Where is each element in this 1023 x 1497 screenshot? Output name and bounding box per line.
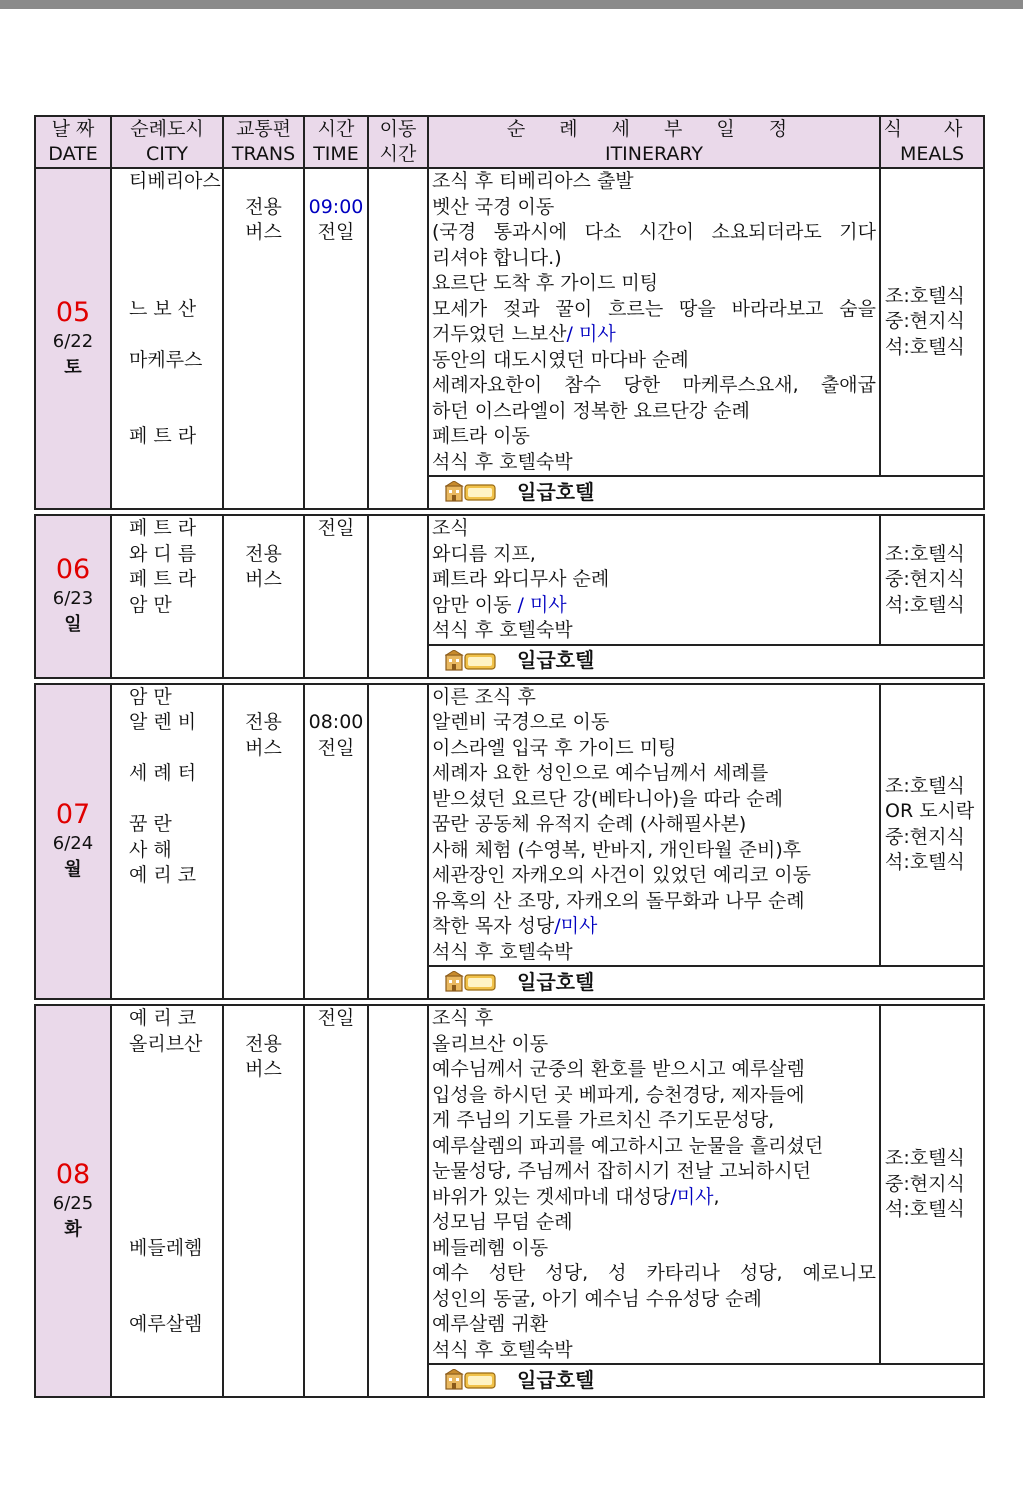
itinerary-text: 와디름 지프, (432, 542, 536, 565)
itinerary-text: 게 주님의 기도를 가르치신 주기도문성당, (432, 1109, 775, 1131)
transport-text: 버스 (245, 1058, 282, 1080)
itinerary-text: 조식 후 티베리아스 출발 (432, 170, 634, 192)
transport-text (224, 516, 303, 542)
transport-cell (223, 515, 304, 678)
hotel-name: 일급호텔 (517, 969, 595, 994)
meals-cell (880, 1005, 984, 1364)
itinerary-line (432, 736, 876, 762)
itinerary-sheet (34, 115, 983, 1398)
header-itinerary: 순 례 세 부 일 정 ITINERARY (428, 116, 880, 168)
itinerary-line (432, 593, 876, 619)
meal-text: 석:호텔식 (885, 593, 965, 616)
city-name (129, 1287, 222, 1313)
meal-text: 중:현지식 (885, 310, 965, 333)
time-cell (304, 515, 368, 678)
day-of-week: 토 (64, 356, 82, 378)
meal-text: 조:호텔식 (885, 284, 965, 307)
itinerary-line (432, 1032, 876, 1058)
header-time: 시간 TIME (304, 116, 368, 168)
date-cell (35, 684, 111, 1000)
hotel-icon (445, 650, 497, 672)
city-name: 와 디 름 (129, 542, 197, 565)
meal-text: 중:현지식 (885, 1172, 965, 1195)
itinerary-line (432, 812, 876, 838)
itinerary-text: 리셔야 합니다.) (432, 246, 562, 269)
day-number: 06 (55, 554, 91, 586)
header-row (35, 116, 984, 168)
itinerary-line (432, 1338, 876, 1364)
itinerary-line (432, 271, 876, 297)
meal-text: 조:호텔식 (885, 774, 965, 797)
day-number: 08 (55, 1159, 91, 1190)
city-name: 티베리아스 (129, 170, 221, 192)
itinerary-line (432, 618, 876, 644)
itinerary-line (432, 1159, 876, 1185)
header-trans: 교통편 TRANS (223, 116, 304, 168)
itinerary-line (432, 567, 876, 593)
itinerary-cell (428, 515, 880, 645)
city-name (129, 1185, 222, 1211)
itinerary-line (432, 914, 876, 940)
itinerary-text: 페트라 이동 (432, 425, 530, 447)
itinerary-text: 유혹의 산 조망, 자캐오의 돌무화과 나무 순례 (432, 889, 805, 912)
city-name: 베들레헴 (129, 1236, 203, 1259)
meals-cell (880, 168, 984, 476)
date-cell (35, 168, 111, 509)
itinerary-text: 요르단 도착 후 가이드 미팅 (432, 272, 659, 294)
city-name: 예 리 코 (129, 1007, 197, 1029)
itinerary-line (432, 761, 876, 787)
city-cell (111, 1005, 223, 1397)
itinerary-text: 세례자 요한 성인으로 예수님께서 세례를 (432, 762, 769, 784)
time-cell (304, 1005, 368, 1397)
city-name: 꿈 란 (129, 813, 172, 835)
itinerary-line (432, 297, 876, 323)
city-name (129, 787, 222, 813)
itinerary-text: 꿈란 공동체 유적지 순례 (사해필사본) (432, 813, 747, 835)
city-name (129, 246, 222, 272)
meal-text: 석:호텔식 (885, 335, 965, 358)
meals-cell (880, 515, 984, 645)
itinerary-text: 모세가 젖과 꿀이 흐르는 땅을 바라라보고 숨을 (432, 297, 876, 320)
itinerary-line (432, 450, 876, 476)
itinerary-cell (428, 1005, 880, 1364)
itinerary-line (432, 863, 876, 889)
day-row (35, 168, 984, 476)
meal-text: 조:호텔식 (885, 1147, 965, 1170)
itinerary-line (432, 889, 876, 915)
itinerary-text: 암만 이동 (432, 593, 518, 616)
transport-text: 전용 (245, 195, 282, 218)
city-cell (111, 515, 223, 678)
city-name: 페 트 라 (129, 425, 197, 447)
itinerary-line (432, 220, 876, 246)
itinerary-line (432, 787, 876, 813)
hotel-name: 일급호텔 (517, 1367, 595, 1392)
hotel-icon (445, 481, 497, 503)
transport-text: 버스 (245, 221, 282, 243)
itinerary-text: 석식 후 호텔숙박 (432, 1338, 573, 1361)
date-cell (35, 515, 111, 678)
itinerary-suffix: , (713, 1185, 720, 1208)
itinerary-line (432, 373, 876, 399)
hotel-icon (445, 1369, 497, 1391)
itinerary-text: 받으셨던 요르단 강(베타니아)을 따라 순례 (432, 787, 784, 810)
hotel-name: 일급호텔 (517, 648, 595, 673)
itinerary-cell (428, 684, 880, 967)
day-row (35, 684, 984, 967)
city-name: 예루살렘 (129, 1313, 203, 1335)
time-text: 전일 (317, 736, 355, 759)
itinerary-text: 동안의 대도시였던 마다바 순례 (432, 348, 689, 371)
city-name: 사 해 (129, 838, 172, 861)
transport-text: 전용 (245, 1032, 282, 1055)
time-text: 전일 (317, 221, 355, 243)
hotel-cell (428, 1364, 984, 1397)
day-row (35, 515, 984, 645)
city-name: 페 트 라 (129, 568, 197, 590)
city-name (129, 195, 222, 221)
transport-cell (223, 684, 304, 1000)
city-name: 페 트 라 (129, 517, 197, 539)
calendar-date: 6/24 (52, 833, 94, 855)
itinerary-text: 세관장인 자캐오의 사건이 있었던 예리코 이동 (432, 864, 811, 886)
city-name: 마케루스 (129, 348, 203, 371)
itinerary-text: 예수님께서 군중의 환호를 받으시고 예루살렘 (432, 1058, 805, 1080)
mass-label: /미사 (554, 915, 598, 937)
itinerary-text: 조식 후 (432, 1007, 494, 1029)
transport-cell (223, 1005, 304, 1397)
itinerary-text: 벳산 국경 이동 (432, 195, 555, 218)
city-name: 알 렌 비 (129, 711, 197, 733)
time-text: 09:00 (308, 195, 364, 218)
header-move: 이동 시간 (368, 116, 428, 168)
top-status-bar (0, 0, 1023, 9)
transport-text (224, 1006, 303, 1032)
itinerary-text: 입성을 하시던 곳 베파게, 승천경당, 제자들에 (432, 1083, 805, 1106)
header-city: 순례도시 CITY (111, 116, 223, 168)
time-text: 전일 (317, 517, 355, 539)
time-text (305, 169, 367, 195)
itinerary-line (432, 1083, 876, 1109)
city-name (129, 220, 222, 246)
hotel-cell (428, 476, 984, 509)
transport-text: 전용 (245, 542, 282, 565)
mass-label: / 미사 (566, 323, 616, 345)
itinerary-text: 조식 (432, 517, 469, 539)
itinerary-text: 성인의 동굴, 아기 예수님 수유성당 순례 (432, 1287, 762, 1310)
itinerary-line (432, 1210, 876, 1236)
city-name (129, 271, 222, 297)
meal-text: 중:현지식 (885, 825, 965, 848)
itinerary-line (432, 1185, 876, 1211)
city-name (129, 399, 222, 425)
transport-cell (223, 168, 304, 509)
itinerary-text: (국경 통과시에 다소 시간이 소요되더라도 기다 (432, 221, 876, 243)
itinerary-table (34, 115, 985, 1398)
itinerary-line (432, 516, 876, 542)
itinerary-line (432, 1261, 876, 1287)
itinerary-text: 페트라 와디무사 순례 (432, 568, 610, 590)
itinerary-text: 거두었던 느보산 (432, 323, 567, 345)
itinerary-text: 성모님 무덤 순례 (432, 1211, 573, 1233)
itinerary-text: 베들레헴 이동 (432, 1236, 549, 1259)
transport-text: 버스 (245, 736, 282, 759)
city-name (129, 1210, 222, 1236)
itinerary-line (432, 1057, 876, 1083)
itinerary-line (432, 542, 876, 568)
move-time-cell (368, 1005, 428, 1397)
itinerary-text: 알렌비 국경으로 이동 (432, 711, 610, 733)
city-name (129, 1108, 222, 1134)
itinerary-body (35, 168, 984, 1397)
day-number: 05 (55, 296, 91, 328)
itinerary-line (432, 1006, 876, 1032)
city-name (129, 1261, 222, 1287)
city-name (129, 1057, 222, 1083)
itinerary-cell (428, 168, 880, 476)
calendar-date: 6/25 (52, 1193, 94, 1214)
itinerary-line (432, 838, 876, 864)
itinerary-text: 석식 후 호텔숙박 (432, 940, 573, 963)
itinerary-line (432, 1236, 876, 1262)
city-name (129, 1134, 222, 1160)
move-time-cell (368, 515, 428, 678)
itinerary-text: 이스라엘 입국 후 가이드 미팅 (432, 736, 677, 759)
time-text: 08:00 (308, 711, 364, 733)
itinerary-line (432, 1287, 876, 1313)
header-meals: 식 사 MEALS (880, 116, 984, 168)
itinerary-text: 석식 후 호텔숙박 (432, 619, 573, 641)
meal-text: 중:현지식 (885, 568, 965, 590)
day-of-week: 화 (64, 1219, 82, 1240)
itinerary-line (432, 246, 876, 272)
itinerary-line (432, 685, 876, 711)
itinerary-line (432, 940, 876, 966)
calendar-date: 6/23 (52, 588, 94, 610)
move-time-cell (368, 684, 428, 1000)
transport-text: 전용 (245, 711, 282, 733)
meals-cell (880, 684, 984, 967)
city-cell (111, 684, 223, 1000)
hotel-name: 일급호텔 (517, 479, 595, 504)
day-row (35, 1005, 984, 1364)
itinerary-text: 예루살렘 귀환 (432, 1313, 549, 1335)
meal-text: 석:호텔식 (885, 851, 965, 874)
itinerary-text: 사해 체험 (수영복, 반바지, 개인타월 준비)후 (432, 838, 802, 861)
mass-label: / 미사 (517, 593, 567, 616)
itinerary-text: 바위가 있는 겟세마네 대성당 (432, 1185, 671, 1208)
itinerary-line (432, 399, 876, 425)
itinerary-line (432, 1134, 876, 1160)
itinerary-text: 눈물성당, 주님께서 잡히시기 전날 고뇌하시던 (432, 1160, 811, 1182)
city-cell (111, 168, 223, 509)
day-number: 07 (55, 799, 91, 831)
itinerary-line (432, 424, 876, 450)
city-name: 느 보 산 (129, 297, 197, 320)
itinerary-line (432, 195, 876, 221)
day-of-week: 월 (64, 859, 82, 881)
calendar-date: 6/22 (52, 330, 94, 352)
hotel-cell (428, 966, 984, 999)
time-text (305, 685, 367, 711)
itinerary-text: 올리브산 이동 (432, 1032, 549, 1055)
transport-text (224, 169, 303, 195)
itinerary-text: 예루살렘의 파괴를 예고하시고 눈물을 흘리셨던 (432, 1134, 824, 1157)
transport-text (224, 685, 303, 711)
itinerary-line (432, 1108, 876, 1134)
itinerary-text: 석식 후 호텔숙박 (432, 450, 573, 473)
city-name: 올리브산 (129, 1032, 203, 1055)
meal-text: 조:호텔식 (885, 542, 965, 565)
time-cell (304, 168, 368, 509)
transport-text: 버스 (245, 568, 282, 590)
itinerary-line (432, 1312, 876, 1338)
city-name: 암 만 (129, 685, 172, 708)
move-time-cell (368, 168, 428, 509)
hotel-icon (445, 971, 497, 993)
itinerary-text: 세례자요한이 참수 당한 마케루스요새, 출애굽 (432, 374, 876, 396)
city-name (129, 1083, 222, 1109)
day-of-week: 일 (64, 614, 82, 636)
meal-text: 석:호텔식 (885, 1198, 965, 1221)
itinerary-line (432, 348, 876, 374)
header-date: 날 짜 DATE (35, 116, 111, 168)
city-name: 세 례 터 (129, 762, 197, 784)
itinerary-text: 예수 성탄 성당, 성 카타리나 성당, 예로니모 (432, 1262, 876, 1284)
itinerary-text: 이른 조식 후 (432, 685, 536, 708)
itinerary-text: 하던 이스라엘이 정복한 요르단강 순례 (432, 399, 750, 422)
meal-text: OR 도시락 (885, 800, 975, 823)
city-name: 예 리 코 (129, 864, 197, 886)
city-name: 암 만 (129, 593, 172, 616)
itinerary-line (432, 322, 876, 348)
city-name (129, 736, 222, 762)
time-cell (304, 684, 368, 1000)
date-cell (35, 1005, 111, 1397)
time-text: 전일 (317, 1007, 355, 1029)
itinerary-text: 착한 목자 성당 (432, 915, 555, 937)
city-name (129, 373, 222, 399)
city-name (129, 322, 222, 348)
hotel-cell (428, 645, 984, 678)
itinerary-line (432, 169, 876, 195)
mass-label: /미사 (670, 1185, 714, 1208)
itinerary-line (432, 710, 876, 736)
city-name (129, 1159, 222, 1185)
